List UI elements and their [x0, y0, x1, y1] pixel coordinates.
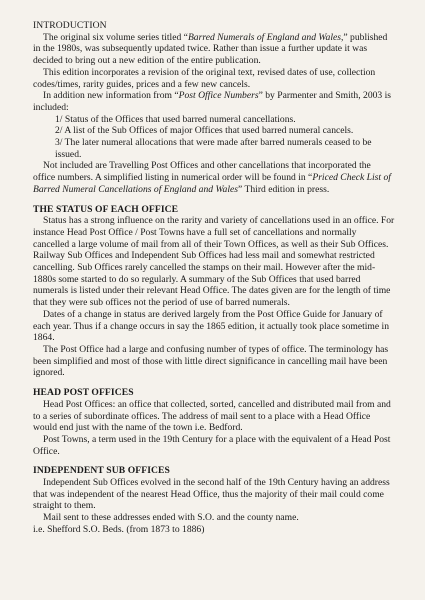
- included-list: [33, 114, 395, 161]
- independent-paragraph-2: Mail sent to these addresses ended with S.O. and the county name.: [43, 512, 299, 524]
- status-paragraph-3: The Post Office had a large and confusing number of types of office. The terminology has been simplified and most of those with little direct significance in cancelling mail have been ignored.: [33, 343, 389, 379]
- independent-example: i.e. Shefford S.O. Beds. (from 1873 to 1886): [33, 523, 205, 535]
- intro-paragraph-2: This edition incorporates a revision of the original text, revised dates of use, collection codes/times, rarity guides, prices and a few new cancels.: [33, 66, 376, 90]
- list-item: 3/ The later numeral allocations that were made after barred numerals ceased to be issued.: [55, 137, 372, 160]
- head-paragraph-2: Post Towns, a term used in the 19th Century for a place with the equivalent of a Head Post Office.: [33, 433, 391, 457]
- independent-sub-offices-heading: INDEPENDENT SUB OFFICES: [33, 465, 170, 477]
- intro-po-numbers-ref: Post Office Numbers: [178, 90, 259, 102]
- list-item: 2/ A list of the Sub Offices of major Offices that used barred numeral cancels.: [55, 125, 354, 137]
- intro-paragraph-1: The original six volume series titled “Barred Numerals of England and Wales,” published in the 1980s, was subsequently updated twice. Rather than issue a further update it was decided to bring out a new edition of the entire publication.: [33, 31, 388, 67]
- status-paragraph-1: Status has a strong influence on the rarity and variety of cancellations used in an office. For instance Head Post Office / Post Towns have a full set of cancellations and normally cancelled a large volume of mail from all of their Town Offices, as well as their Sub Offices. Railway Sub Offices and Independent Sub Offices had less mail and somewhat restricted cancelling. Sub Offices rarely cancelled the stamps on their mail. However after the mid-1880s some started to do so regularly. A summary of the Sub Offices that used barred numerals is listed under their relevant Head Office. The dates given are for the length of time that they were sub offices not the period of use of barred numerals.: [33, 215, 395, 309]
- head-paragraph-1: Head Post Offices: an office that collected, sorted, cancelled and distributed mail from and to a series of subordinate offices. The address of mail sent to a place with a Head Office would end just with the name of the town i.e. Bedford.: [33, 398, 391, 434]
- independent-paragraph-1: Independent Sub Offices evolved in the second half of the 19th Century having an address that was independent of the nearest Head Office, thus the majority of their mail could come straight to them.: [33, 477, 390, 512]
- intro-title-ref: Barred Numerals of England and Wales,: [187, 31, 344, 43]
- intro-paragraph-3: In addition new information from “Post Office Numbers” by Parmenter and Smith, 2003 is included:: [33, 90, 392, 113]
- head-post-offices-heading: HEAD POST OFFICES: [33, 387, 134, 399]
- introduction-heading: INTRODUCTION: [33, 20, 107, 31]
- list-item: 1/ Status of the Offices that used barred numeral cancellations.: [55, 113, 296, 125]
- status-paragraph-2: Dates of a change in status are derived largely from the Post Office Guide for January of each year. Thus if a change occurs in say the 1865 edition, it actually took place sometime in 1864.: [33, 308, 390, 344]
- intro-paragraph-4: Not included are Travelling Post Offices and other cancellations that incorporated the office numbers. A simplified listing in numerical order will be found in “Priced Check List of Barred Numeral Cancellations of England and Wales” Third edition in press.: [33, 160, 391, 195]
- intro-checklist-ref: Priced Check List of Barred Numeral Cancellations of England and Wales: [33, 172, 391, 195]
- status-heading: THE STATUS OF EACH OFFICE: [33, 203, 179, 215]
